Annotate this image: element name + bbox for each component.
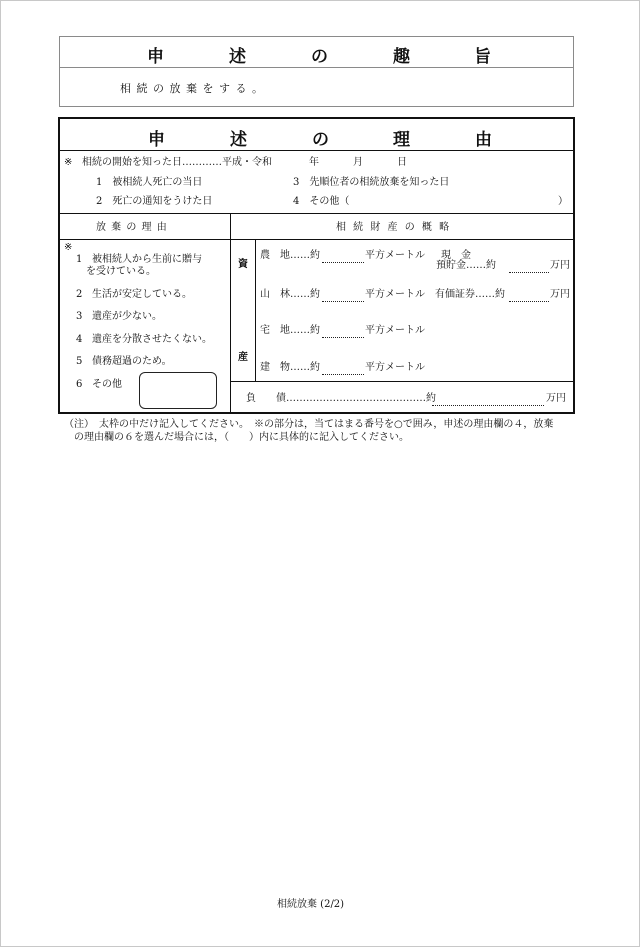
note xyxy=(64,418,584,444)
start-option-3[interactable]: 3 先順位者の相続放棄を知った日 xyxy=(293,177,450,188)
reason-6[interactable]: その他 xyxy=(92,379,122,390)
divider xyxy=(60,213,573,214)
start-month-label[interactable]: 月 xyxy=(353,157,363,168)
cash-label: 現 金 xyxy=(441,250,471,261)
start-mark: ※ xyxy=(64,157,73,168)
deposit-label: 預貯金……約 xyxy=(436,260,496,271)
reason-2[interactable]: 生活が安定している。 xyxy=(92,289,192,300)
start-label: 相続の開始を知った日…………平成・令和 xyxy=(82,157,272,168)
assets-divider xyxy=(255,239,256,381)
note-line-1: （注） 太枠の中だけ記入してください。 ※の部分は，当てはまる番号を○で囲み，申述の理由欄の４，放棄 xyxy=(64,419,554,430)
column-divider xyxy=(230,213,231,412)
assets-label-2: 産 xyxy=(238,352,248,363)
reason-3[interactable]: 遺産が少ない。 xyxy=(92,311,162,322)
asset-building: 建 物……約 xyxy=(260,362,320,373)
start-option-1[interactable]: 1 被相続人死亡の当日 xyxy=(96,177,203,188)
debt-field[interactable] xyxy=(432,405,544,406)
reasons-mark: ※ xyxy=(64,242,73,253)
other-reason-field[interactable] xyxy=(139,372,217,409)
asset-farmland-field[interactable] xyxy=(322,262,364,263)
reason-num-2: 2 xyxy=(76,289,83,300)
securities-label: 有価証券……約 xyxy=(435,289,505,300)
reason-num-1: 1 xyxy=(76,254,83,265)
divider xyxy=(60,150,573,151)
page-footer: 相続放棄 (2/2) xyxy=(277,899,345,910)
cash-field[interactable] xyxy=(509,272,549,273)
divider xyxy=(230,381,573,382)
asset-building-unit: 平方メートル xyxy=(365,362,425,373)
debt-label: 負 債……………………………………約 xyxy=(246,393,436,404)
reason-heading-char: の xyxy=(312,130,329,150)
cash-unit: 万円 xyxy=(550,260,570,271)
reason-1-cont: を受けている。 xyxy=(86,266,156,277)
start-day-label[interactable]: 日 xyxy=(397,157,407,168)
asset-farmland: 農 地……約 xyxy=(260,250,320,261)
start-year-label[interactable]: 年 xyxy=(309,157,319,168)
securities-unit: 万円 xyxy=(550,289,570,300)
reason-num-3: 3 xyxy=(76,311,83,322)
reason-heading-char: 申 xyxy=(148,130,165,150)
asset-forest-field[interactable] xyxy=(322,301,364,302)
start-option-4[interactable]: 4 その他（ xyxy=(293,196,350,207)
purpose-box xyxy=(59,36,574,107)
reason-num-6: 6 xyxy=(76,379,83,390)
start-option-2[interactable]: 2 死亡の通知をうけた日 xyxy=(96,196,213,207)
reason-5[interactable]: 債務超過のため。 xyxy=(92,356,172,367)
reason-heading-char: 述 xyxy=(230,130,247,150)
estate-header: 相 続 財 産 の 概 略 xyxy=(336,222,452,233)
reason-4[interactable]: 遺産を分散させたくない。 xyxy=(92,334,212,345)
asset-farmland-unit: 平方メートル xyxy=(365,250,425,261)
asset-residential-unit: 平方メートル xyxy=(365,325,425,336)
reason-box xyxy=(58,117,575,414)
securities-field[interactable] xyxy=(509,301,549,302)
purpose-heading-char: の xyxy=(311,47,328,67)
reason-1[interactable]: 被相続人から生前に贈与 xyxy=(92,254,202,265)
debt-unit: 万円 xyxy=(546,393,566,404)
purpose-content[interactable]: 相 続 の 放 棄 を す る 。 xyxy=(120,82,264,95)
close-paren: ） xyxy=(558,196,568,207)
asset-building-field[interactable] xyxy=(322,374,364,375)
purpose-heading-char: 申 xyxy=(147,47,164,67)
reason-num-4: 4 xyxy=(76,334,83,345)
reason-num-5: 5 xyxy=(76,356,83,367)
asset-forest: 山 林……約 xyxy=(260,289,320,300)
asset-residential: 宅 地……約 xyxy=(260,325,320,336)
reasons-header: 放 棄 の 理 由 xyxy=(96,222,168,233)
reason-heading-char: 理 xyxy=(393,130,410,150)
purpose-heading-char: 旨 xyxy=(474,47,491,67)
purpose-heading-char: 趣 xyxy=(393,47,410,67)
asset-residential-field[interactable] xyxy=(322,337,364,338)
reason-heading-char: 由 xyxy=(475,130,492,150)
assets-label-1: 資 xyxy=(238,259,248,270)
asset-forest-unit: 平方メートル xyxy=(365,289,425,300)
note-line-2: の理由欄の６を選んだ場合には，（ ）内に具体的に記入してください。 xyxy=(64,432,409,443)
purpose-heading-char: 述 xyxy=(229,47,246,67)
purpose-heading xyxy=(60,37,573,68)
divider xyxy=(60,239,573,240)
